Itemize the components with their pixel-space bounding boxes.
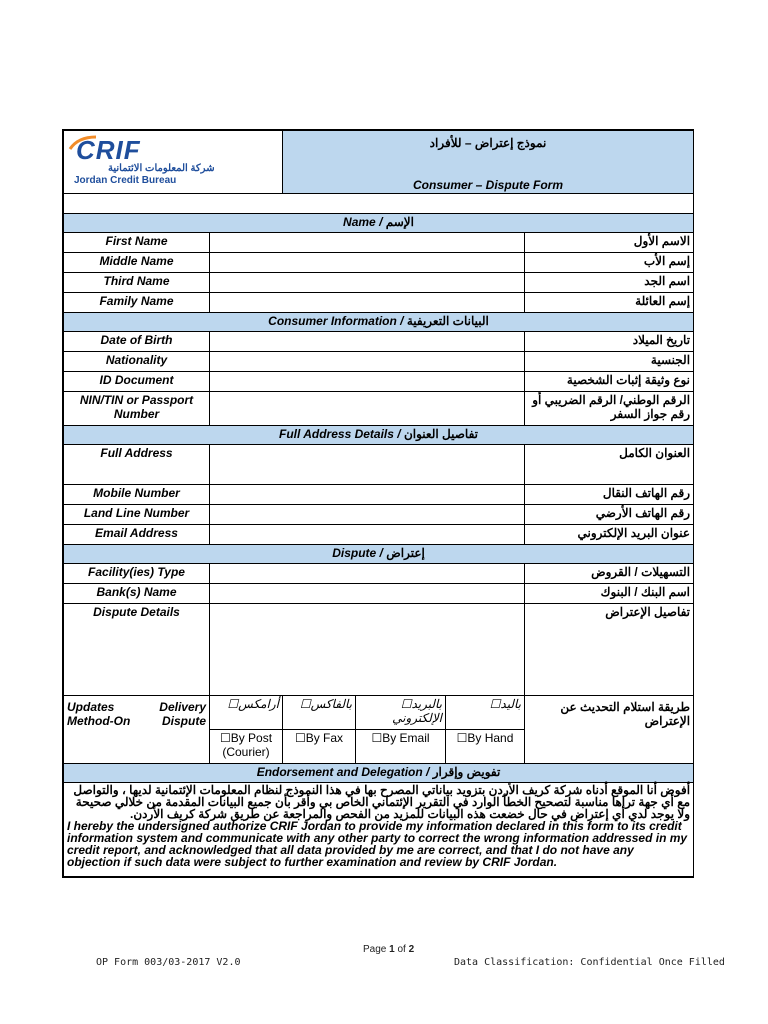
crif-logo bbox=[64, 131, 282, 191]
page-number bbox=[363, 944, 414, 955]
page-of: of bbox=[397, 944, 406, 955]
email-field[interactable] bbox=[210, 525, 525, 545]
page-prefix: Page bbox=[363, 944, 387, 955]
bank-name-label-ar: اسم البنك / البنوك bbox=[525, 584, 694, 604]
facility-type-label: Facility(ies) Type bbox=[64, 564, 210, 584]
section-name-header bbox=[64, 214, 694, 233]
nin-label: NIN/TIN or Passport Number bbox=[64, 392, 210, 426]
endorsement-text-cell bbox=[64, 783, 694, 877]
logo-wordmark: CRIF bbox=[76, 135, 141, 165]
full-address-field[interactable] bbox=[210, 445, 525, 485]
full-address-label: Full Address bbox=[64, 445, 210, 485]
form-title-arabic: نموذج إعتراض – للأفراد bbox=[429, 136, 547, 150]
third-name-label: Third Name bbox=[64, 273, 210, 293]
landline-field[interactable] bbox=[210, 505, 525, 525]
option-fax-ar[interactable]: ☐بالفاكس bbox=[283, 696, 356, 730]
option-fax-checkbox[interactable]: ☐By Fax bbox=[283, 730, 356, 764]
bank-name-label: Bank(s) Name bbox=[64, 584, 210, 604]
section-endorse-en: Endorsement and Delegation / bbox=[256, 765, 430, 779]
logo-cell bbox=[64, 131, 283, 194]
section-consumer-header bbox=[64, 313, 694, 332]
delivery-method-label-ar: طريقة استلام التحديث عن الإعتراض bbox=[525, 696, 694, 764]
nationality-label: Nationality bbox=[64, 352, 210, 372]
nin-field[interactable] bbox=[210, 392, 525, 426]
nin-label-ar: الرقم الوطني/ الرقم الضريبي أو رقم جواز السفر bbox=[525, 392, 694, 426]
data-classification: Data Classification: Confidential Once Filled bbox=[454, 957, 725, 968]
option-email-ar[interactable]: ☐بالبريد الإلكتروني bbox=[356, 696, 446, 730]
dispute-form bbox=[62, 129, 694, 878]
section-address-header bbox=[64, 426, 694, 445]
first-name-label: First Name bbox=[64, 233, 210, 253]
mobile-label: Mobile Number bbox=[64, 485, 210, 505]
section-dispute-ar: إعتراض bbox=[386, 546, 425, 560]
third-name-field[interactable] bbox=[210, 273, 525, 293]
family-name-field[interactable] bbox=[210, 293, 525, 313]
middle-name-field[interactable] bbox=[210, 253, 525, 273]
dispute-details-label: Dispute Details bbox=[64, 604, 210, 696]
bank-name-field[interactable] bbox=[210, 584, 525, 604]
facility-type-label-ar: التسهيلات / القروض bbox=[525, 564, 694, 584]
section-consumer-en: Consumer Information / bbox=[268, 314, 404, 328]
nationality-field[interactable] bbox=[210, 352, 525, 372]
delivery-method-label: Updates Delivery Method-On Dispute bbox=[64, 696, 210, 764]
section-dispute-header bbox=[64, 545, 694, 564]
landline-label-ar: رقم الهاتف الأرضي bbox=[525, 505, 694, 525]
form-table bbox=[63, 130, 694, 877]
id-document-label-ar: نوع وثيقة إثبات الشخصية bbox=[525, 372, 694, 392]
first-name-label-ar: الاسم الأول bbox=[525, 233, 694, 253]
section-address-en: Full Address Details / bbox=[279, 427, 401, 441]
section-name-ar: الإسم bbox=[385, 215, 414, 229]
option-hand-checkbox[interactable]: ☐By Hand bbox=[446, 730, 525, 764]
title-cell bbox=[283, 131, 694, 194]
form-title-english: Consumer – Dispute Form bbox=[413, 178, 564, 192]
dob-label-ar: تاريخ الميلاد bbox=[525, 332, 694, 352]
mobile-field[interactable] bbox=[210, 485, 525, 505]
section-consumer-ar: البيانات التعريفية bbox=[406, 314, 489, 328]
page-current: 1 bbox=[389, 944, 395, 955]
middle-name-label: Middle Name bbox=[64, 253, 210, 273]
first-name-field[interactable] bbox=[210, 233, 525, 253]
section-address-ar: تفاصيل العنوان bbox=[403, 427, 478, 441]
full-address-label-ar: العنوان الكامل bbox=[525, 445, 694, 485]
option-post-ar[interactable]: ☐أرامكس bbox=[210, 696, 283, 730]
logo-arabic-name: شركة المعلومات الائتمانية bbox=[108, 163, 215, 174]
email-label-ar: عنوان البريد الإلكتروني bbox=[525, 525, 694, 545]
logo-english-name: Jordan Credit Bureau bbox=[74, 175, 177, 186]
section-endorse-ar: تفويض وإقرار bbox=[432, 765, 501, 779]
family-name-label: Family Name bbox=[64, 293, 210, 313]
facility-type-field[interactable] bbox=[210, 564, 525, 584]
option-email-checkbox[interactable]: ☐By Email bbox=[356, 730, 446, 764]
section-dispute-en: Dispute / bbox=[332, 546, 383, 560]
section-endorsement-header bbox=[64, 764, 694, 783]
dob-label: Date of Birth bbox=[64, 332, 210, 352]
section-name-en: Name / bbox=[343, 215, 383, 229]
dispute-details-field[interactable] bbox=[210, 604, 525, 696]
option-hand-ar[interactable]: ☐باليد bbox=[446, 696, 525, 730]
landline-label: Land Line Number bbox=[64, 505, 210, 525]
nationality-label-ar: الجنسية bbox=[525, 352, 694, 372]
id-document-field[interactable] bbox=[210, 372, 525, 392]
middle-name-label-ar: إسم الأب bbox=[525, 253, 694, 273]
family-name-label-ar: إسم العائلة bbox=[525, 293, 694, 313]
third-name-label-ar: اسم الجد bbox=[525, 273, 694, 293]
email-label: Email Address bbox=[64, 525, 210, 545]
page-total: 2 bbox=[408, 944, 415, 955]
dispute-details-label-ar: تفاصيل الإعتراض bbox=[525, 604, 694, 696]
endorsement-text-en: I hereby the undersigned authorize CRIF Jordan to provide my information declared in this form to its credit information system and communicate with any other party to correct the wrong information addressed in my credit report, and acknowledged that all data provided by me are correct, and that I do not have any objection if such data were subject to further examination and review by CRIF Jordan. bbox=[67, 819, 688, 869]
spacer-row bbox=[64, 194, 694, 214]
endorsement-text-ar: أفوض أنا الموقع أدناه شركة كريف الأردن بتزويد بياناتي المصرح بها في هذا النموذج لنظام المعلومات الإئتمانية لديها ، والتواصل مع أي جهة تراها مناسبة لتصحيح الخطأ الوارد في التقرير الإئتماني الخاص بي وأقر بأن جميع البيانات المقدمة من خلالي صحيحة ولا يوجد لدي أي إعتراض في حال خضعت هذه البيانات للمزيد من الفحص والمراجعة عن طريق شركة كريف الأردن. bbox=[73, 783, 691, 821]
mobile-label-ar: رقم الهاتف النقال bbox=[525, 485, 694, 505]
option-post-checkbox[interactable]: ☐By Post (Courier) bbox=[210, 730, 283, 764]
form-code: OP Form 003/03-2017 V2.0 bbox=[96, 957, 241, 968]
dob-field[interactable] bbox=[210, 332, 525, 352]
id-document-label: ID Document bbox=[64, 372, 210, 392]
